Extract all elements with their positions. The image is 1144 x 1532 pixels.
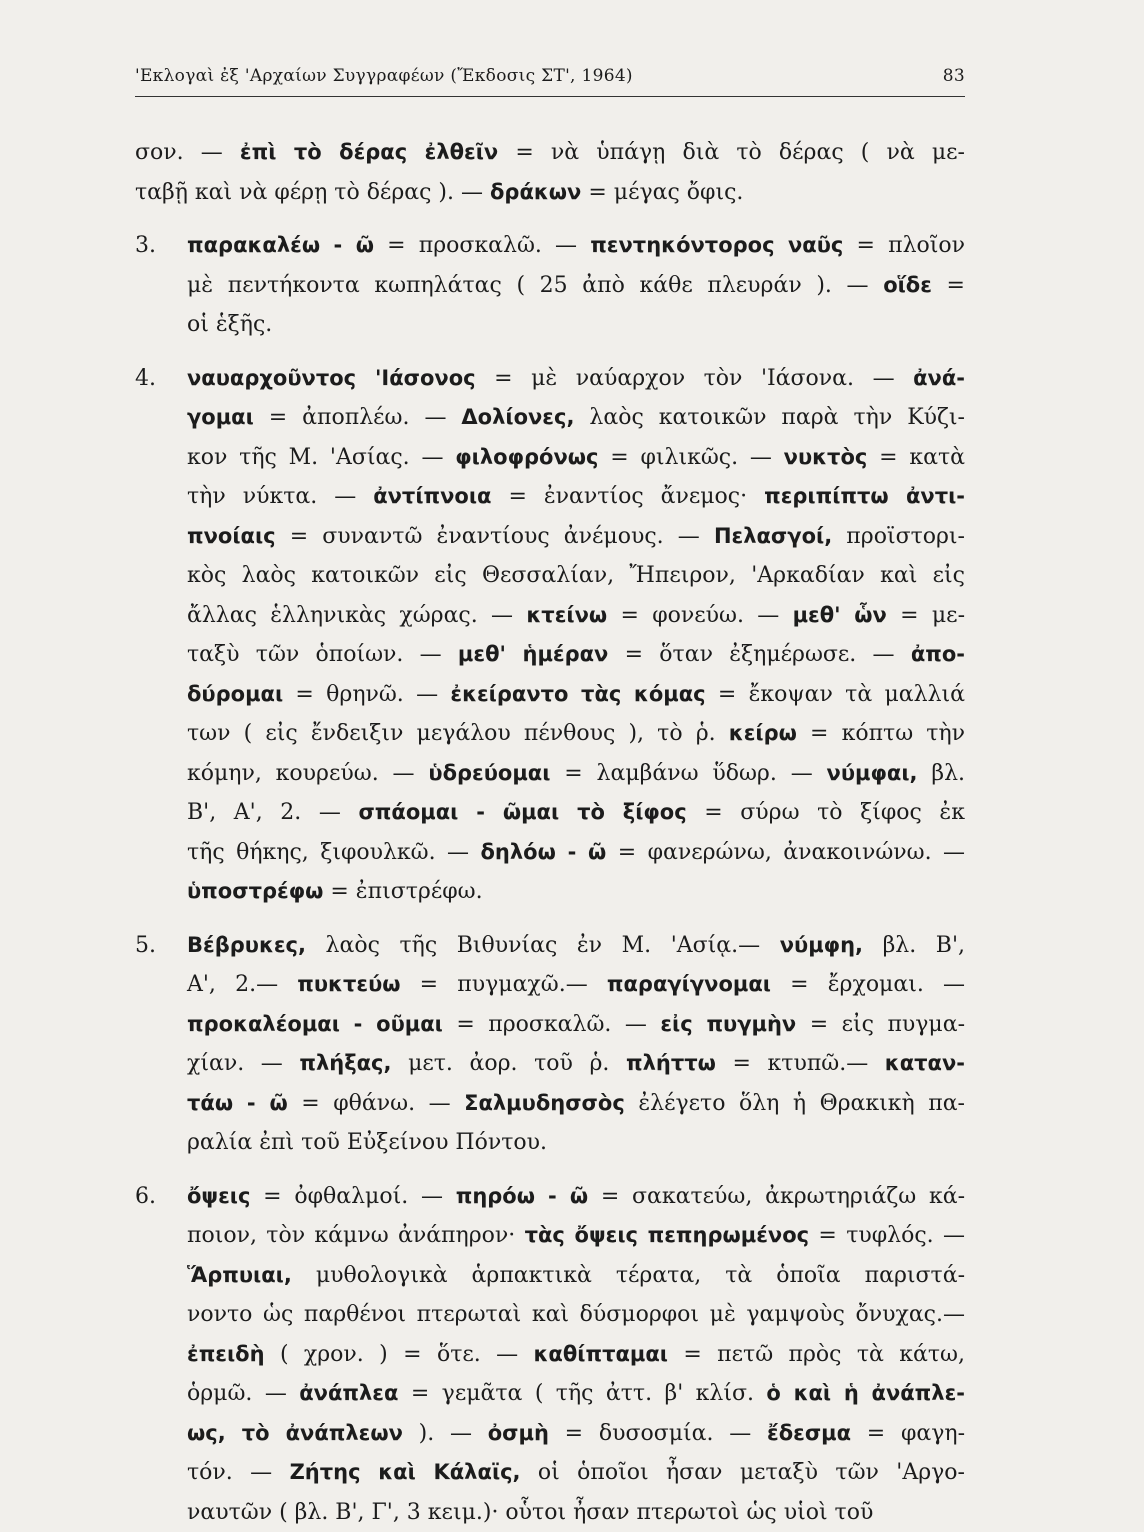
headword: Πελασγοί, xyxy=(714,524,832,548)
text-line: ὑποστρέφω = ἐπιστρέφω. xyxy=(135,872,965,912)
headword: πεντηκόντορος ναῦς xyxy=(590,233,843,257)
headword: μεθ' ἡμέραν xyxy=(458,642,608,666)
text-line: Β', Α', 2. — σπάομαι - ῶμαι τὸ ξίφος = σύρω τὸ ξίφος ἐκ xyxy=(135,793,965,833)
text-line: Ἅρπυιαι, μυθολογικὰ ἁρπακτικὰ τέρατα, τὰ ὁποῖα παριστά- xyxy=(135,1256,965,1296)
headword: ἀνά- xyxy=(913,366,965,390)
headword: μεθ' ὧν xyxy=(793,603,887,627)
headword: Ἅρπυιαι, xyxy=(187,1263,292,1287)
glossary-section xyxy=(135,926,965,1163)
headword: δηλόω - ῶ xyxy=(480,840,606,864)
section-number: 4. xyxy=(135,359,187,399)
headword: Ζήτης καὶ Κάλαϊς, xyxy=(290,1460,521,1484)
headword: πλήξας, xyxy=(299,1051,391,1075)
headword: πηρόω - ῶ xyxy=(456,1184,588,1208)
headword: ἐπὶ τὸ δέρας ἐλθεῖν xyxy=(240,140,498,164)
section-number: 6. xyxy=(135,1177,187,1217)
headword: ἀνάπλεα xyxy=(299,1381,398,1405)
headword: ἔδεσμα xyxy=(767,1421,851,1445)
headword: ναυαρχοῦντος 'Ιάσονος xyxy=(187,366,476,390)
headword: Σαλμυδησσὸς xyxy=(464,1091,625,1115)
text-line: Α', 2.— πυκτεύω = πυγμαχῶ.— παραγίγνομαι = ἔρχομαι. — xyxy=(135,965,965,1005)
headword: κείρω xyxy=(729,721,797,745)
text-line: 5. Βέβρυκες, λαὸς τῆς Βιθυνίας ἐν Μ. 'Ασίᾳ.— νύμφη, βλ. Β', xyxy=(135,926,965,966)
headword: δύρομαι xyxy=(187,682,283,706)
text-line: ως, τὸ ἀνάπλεων ). — ὀσμὴ = δυσοσμία. — ἔδεσμα = φαγη- xyxy=(135,1414,965,1454)
headword: ὑποστρέφω xyxy=(187,879,323,903)
headword: γομαι xyxy=(187,405,254,429)
text-line: ὁρμῶ. — ἀνάπλεα = γεμᾶτα ( τῆς ἀττ. β' κλίσ. ὁ καὶ ἡ ἀνάπλε- xyxy=(135,1374,965,1414)
headword: ὁ καὶ ἡ ἀνάπλε- xyxy=(766,1381,965,1405)
headword: τὰς ὄψεις πεπηρωμένος xyxy=(525,1223,809,1247)
text-line: γομαι = ἀποπλέω. — Δολίονες, λαὸς κατοικῶν παρὰ τὴν Κύζι- xyxy=(135,398,965,438)
section-number: 5. xyxy=(135,926,187,966)
running-header xyxy=(135,66,965,97)
headword: ως, τὸ ἀνάπλεων xyxy=(187,1421,403,1445)
headword: τάω - ῶ xyxy=(187,1091,288,1115)
text-line: 3. παρακαλέω - ῶ = προσκαλῶ. — πεντηκόντορος ναῦς = πλοῖον xyxy=(135,226,965,266)
text-line: οἱ ἑξῆς. xyxy=(135,305,965,345)
text-line: νοντο ὡς παρθένοι πτερωταὶ καὶ δύσμορφοι μὲ γαμψοὺς ὄνυχας.— xyxy=(135,1295,965,1335)
headword: πνοίαις xyxy=(187,524,276,548)
text-line: κόμην, κουρεύω. — ὑδρεύομαι = λαμβάνω ὕδωρ. — νύμφαι, βλ. xyxy=(135,754,965,794)
text-line: ναυτῶν ( βλ. Β', Γ', 3 κειμ.)· οὗτοι ἦσαν πτερωτοὶ ὡς υἱοὶ τοῦ xyxy=(135,1493,965,1532)
headword: φιλοφρόνως xyxy=(455,445,598,469)
headword: ἀντίπνοια xyxy=(373,484,491,508)
glossary-section xyxy=(135,226,965,345)
text-line: ἐπειδὴ ( χρον. ) = ὅτε. — καθίπταμαι = πετῶ πρὸς τὰ κάτω, xyxy=(135,1335,965,1375)
headword: προκαλέομαι - οῦμαι xyxy=(187,1012,443,1036)
text-line: ταβῇ καὶ νὰ φέρῃ τὸ δέρας ). — δράκων = μέγας ὄφις. xyxy=(135,173,965,213)
headword: ὀσμὴ xyxy=(488,1421,549,1445)
text-line: τὴν νύκτα. — ἀντίπνοια = ἐναντίος ἄνεμος· περιπίπτω ἀντι- xyxy=(135,477,965,517)
headword: νυκτὸς xyxy=(784,445,868,469)
text-line: σον. — ἐπὶ τὸ δέρας ἐλθεῖν = νὰ ὑπάγῃ διὰ τὸ δέρας ( νὰ με- xyxy=(135,133,965,173)
headword: κτείνω xyxy=(526,603,607,627)
headword: ἐπειδὴ xyxy=(187,1342,265,1366)
headword: περιπίπτω ἀντι- xyxy=(764,484,965,508)
headword: ὑδρεύομαι xyxy=(428,761,550,785)
text-line: ταξὺ τῶν ὁποίων. — μεθ' ἡμέραν = ὅταν ἐξημέρωσε. — ἀπο- xyxy=(135,635,965,675)
text-line: τάω - ῶ = φθάνω. — Σαλμυδησσὸς ἐλέγετο ὅλη ἡ Θρακικὴ πα- xyxy=(135,1084,965,1124)
headword: Δολίονες, xyxy=(461,405,574,429)
headword: οἵδε xyxy=(883,273,932,297)
glossary-section xyxy=(135,1177,965,1532)
text-line: δύρομαι = θρηνῶ. — ἐκείραντο τὰς κόμας = ἔκοψαν τὰ μαλλιά xyxy=(135,675,965,715)
text-line: των ( εἰς ἔνδειξιν μεγάλου πένθους ), τὸ ῥ. κείρω = κόπτω τὴν xyxy=(135,714,965,754)
headword: παραγίγνομαι xyxy=(607,972,771,996)
text-line: χίαν. — πλήξας, μετ. ἀορ. τοῦ ῥ. πλήττω = κτυπῶ.— καταν- xyxy=(135,1044,965,1084)
glossary-section xyxy=(135,359,965,912)
headword: νύμφη, xyxy=(780,933,863,957)
text-line: προκαλέομαι - οῦμαι = προσκαλῶ. — εἰς πυγμὴν = εἰς πυγμα- xyxy=(135,1005,965,1045)
headword: πλήττω xyxy=(626,1051,716,1075)
headword: σπάομαι - ῶμαι τὸ ξίφος xyxy=(358,800,686,824)
book-title: 'Εκλογαὶ ἐξ 'Αρχαίων Συγγραφέων (Ἔκδοσις ΣΤ', 1964) xyxy=(135,66,633,86)
text-line: μὲ πεντήκοντα κωπηλάτας ( 25 ἀπὸ κάθε πλευράν ). — οἵδε = xyxy=(135,266,965,306)
glossary-text xyxy=(135,133,965,1532)
page-number: 83 xyxy=(943,66,965,86)
text-line: κον τῆς Μ. 'Ασίας. — φιλοφρόνως = φιλικῶς. — νυκτὸς = κατὰ xyxy=(135,438,965,478)
text-line: πνοίαις = συναντῶ ἐναντίους ἀνέμους. — Πελασγοί, προϊστορι- xyxy=(135,517,965,557)
headword: πυκτεύω xyxy=(297,972,400,996)
headword: νύμφαι, xyxy=(827,761,918,785)
headword: παρακαλέω - ῶ xyxy=(187,233,374,257)
text-line: 6. ὄψεις = ὀφθαλμοί. — πηρόω - ῶ = σακατεύω, ἀκρωτηριάζω κά- xyxy=(135,1177,965,1217)
headword: καταν- xyxy=(885,1051,965,1075)
headword: ἐκείραντο τὰς κόμας xyxy=(450,682,705,706)
headword: Βέβρυκες, xyxy=(187,933,306,957)
headword: εἰς πυγμὴν xyxy=(660,1012,796,1036)
text-line: ἄλλας ἑλληνικὰς χώρας. — κτείνω = φονεύω. — μεθ' ὧν = με- xyxy=(135,596,965,636)
text-line: τόν. — Ζήτης καὶ Κάλαϊς, οἱ ὁποῖοι ἦσαν μεταξὺ τῶν 'Αργο- xyxy=(135,1453,965,1493)
headword: καθίπταμαι xyxy=(534,1342,668,1366)
headword: ἀπο- xyxy=(911,642,965,666)
text-line: κὸς λαὸς κατοικῶν εἰς Θεσσαλίαν, Ἤπειρον, 'Αρκαδίαν καὶ εἰς xyxy=(135,556,965,596)
text-line: τῆς θήκης, ξιφουλκῶ. — δηλόω - ῶ = φανερώνω, ἀνακοινώνω. — xyxy=(135,833,965,873)
glossary-sections xyxy=(135,226,965,1532)
text-line: ραλία ἐπὶ τοῦ Εὐξείνου Πόντου. xyxy=(135,1123,965,1163)
headword: δράκων xyxy=(490,180,581,204)
text-line: 4. ναυαρχοῦντος 'Ιάσονος = μὲ ναύαρχον τὸν 'Ιάσονα. — ἀνά- xyxy=(135,359,965,399)
section-number: 3. xyxy=(135,226,187,266)
headword: ὄψεις xyxy=(187,1184,250,1208)
text-line: ποιον, τὸν κάμνω ἀνάπηρον· τὰς ὄψεις πεπηρωμένος = τυφλός. — xyxy=(135,1216,965,1256)
